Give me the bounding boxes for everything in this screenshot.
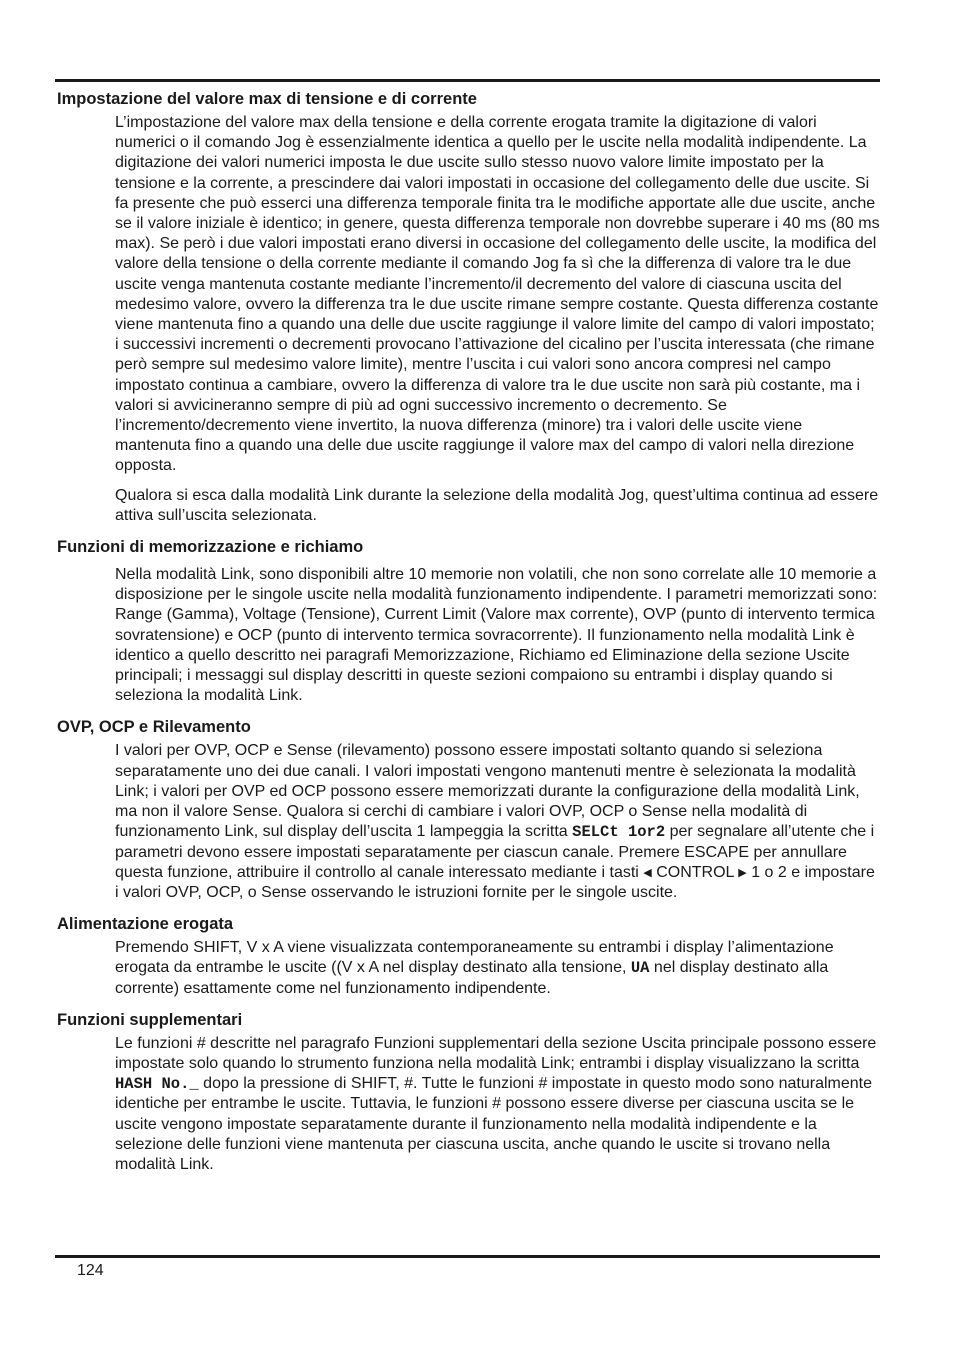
text-run: per segnalare all’utente che i parametri devono essere impostati separatamente per ciascun canale. Premere ESCAPE per annullare questa funzione, attribuire il controllo al canale interessato mediante i tasti — [115, 823, 875, 881]
text-run: CONTROL — [651, 863, 739, 881]
display-message-code: UA — [630, 959, 650, 978]
text-run: I valori per OVP, OCP e Sense (rilevamento) possono essere impostati soltanto quando si seleziona separatamente uno dei due canali. I valori impostati vengono mantenuti mentre è selezionata la modalità Link; i valori per OVP ed OCP possono essere memorizzati durante la configurazione della modalità Link, ma non il valore Sense. Qualora si cerchi di cambiare i valori OVP, OCP o Sense nella modalità di funzionamento Link, sul display dell’uscita 1 lampeggia la scritta — [115, 742, 860, 841]
text-run: Premendo SHIFT, V x A viene visualizzata contemporaneamente su entrambi i display l’alimentazione erogata da entrambe le uscite ((V x A nel display destinato alla tensione, — [115, 939, 834, 977]
text-run: dopo la pressione di SHIFT, #. Tutte le funzioni # impostate in questo modo sono naturalmente identiche per entrambe le uscite. Tuttavia, le funzioni # possono essere diverse per ciascuna uscita se le uscite vengono impostate separatamente durante il funzionamento nella modalità indipendente e la selezione delle funzioni viene mantenuta per ciascuna uscita, anche quando le uscite si trovano nella modalità Link. — [115, 1075, 872, 1173]
text-run: nel display destinato alla corrente) esattamente come nel funzionamento indipendente. — [115, 959, 829, 997]
section-heading: Funzioni di memorizzazione e richiamo — [57, 538, 364, 557]
paragraph — [115, 938, 880, 999]
section-power-output — [57, 914, 880, 999]
triangle-left-icon: ◀ — [643, 866, 652, 879]
document-body — [57, 89, 880, 1186]
triangle-right-icon: ▶ — [738, 866, 747, 879]
section-max-voltage-current — [57, 89, 880, 526]
paragraph — [115, 741, 880, 903]
section-memory-recall — [57, 537, 880, 706]
section-ovp-ocp-sense — [57, 717, 880, 903]
section-heading: OVP, OCP e Rilevamento — [57, 718, 251, 737]
section-supplementary-functions — [57, 1010, 880, 1175]
display-message-code: HASH No._ — [115, 1075, 199, 1094]
text-run: Le funzioni # descritte nel paragrafo Funzioni supplementari della sezione Uscita principale possono essere impostate solo quando lo strumento funziona nella modalità Link; entrambi i display visualizzano la scritta — [115, 1034, 877, 1072]
paragraph — [115, 1034, 880, 1175]
section-heading: Funzioni supplementari — [57, 1010, 243, 1029]
bottom-rule — [55, 1255, 880, 1258]
section-heading: Impostazione del valore max di tensione e di corrente — [57, 90, 477, 108]
text-run: 1 o 2 e impostare i valori OVP, OCP, o Sense osservando le istruzioni fornite per le singole uscite. — [115, 863, 875, 901]
top-rule — [55, 79, 880, 82]
paragraph: L’impostazione del valore max della tensione e della corrente erogata tramite la digitazione di valori numerici o il comando Jog è essenzialmente identica a quello per le uscite nella modalità indipendente. La digitazione dei valori numerici imposta le due uscite sullo stesso nuovo valore limite impostato per la tensione e la corrente, a prescindere dai valori impostati in occasione del collegamento delle due uscite. Si fa presente che può esserci una differenza temporale finita tra le modifiche apportate alle due uscite, anche se il valore iniziale è identico; in genere, questa differenza temporale non dovrebbe superare i 40 ms (80 ms max). Se però i due valori impostati erano diversi in occasione del collegamento delle uscite, la modifica del valore della tensione o della corrente mediante il comando Jog fa sì che la differenza di valore tra le due uscite venga mantenuta costante mediante l’incremento/il decremento del valore di ciascuna uscita del medesimo valore, ovvero la differenza tra le due uscite rimane sempre costante. Questa differenza costante viene mantenuta fino a quando una delle due uscite raggiunge il valore limite del campo di valori impostato; i successivi incrementi o decrementi provocano l’attivazione del cicalino per l’uscita interessata (che rimane però sempre sul medesimo valore limite), mentre l’uscita i cui valori sono ancora compresi nel campo impostato continua a cambiare, ovvero la differenza di valore tra le due uscite non sarà più costante, ma i valori si avvicineranno sempre di più ad ogni successivo incremento o decremento. Se l’incremento/decremento viene invertito, la nuova differenza (minore) tra i valori delle uscite viene mantenuta fino a quando una delle due uscite raggiunge il valore max del campo di valori nella direzione opposta. — [115, 114, 880, 475]
section-heading: Alimentazione erogata — [57, 915, 234, 934]
display-message-code: SELCt 1or2 — [572, 823, 666, 842]
paragraph: Qualora si esca dalla modalità Link durante la selezione della modalità Jog, quest’ultima continua ad essere attiva sull’uscita selezionata. — [115, 486, 879, 524]
paragraph: Nella modalità Link, sono disponibili altre 10 memorie non volatili, che non sono correlate alle 10 memorie a disposizione per le singole uscite nella modalità funzionamento indipendente. I parametri memorizzati sono: Range (Gamma), Voltage (Tensione), Current Limit (Valore max corrente), OVP (punto di intervento termica sovratensione) e OCP (punto di intervento termica sovracorrente). Il funzionamento nella modalità Link è identico a quello descritto nei paragrafi Memorizzazione, Richiamo ed Eliminazione della sezione Uscite principali; i messaggi sul display descritti in queste sezioni compaiono su entrambi i display quando si seleziona la modalità Link. — [115, 566, 878, 705]
page-number: 124 — [77, 1262, 104, 1279]
